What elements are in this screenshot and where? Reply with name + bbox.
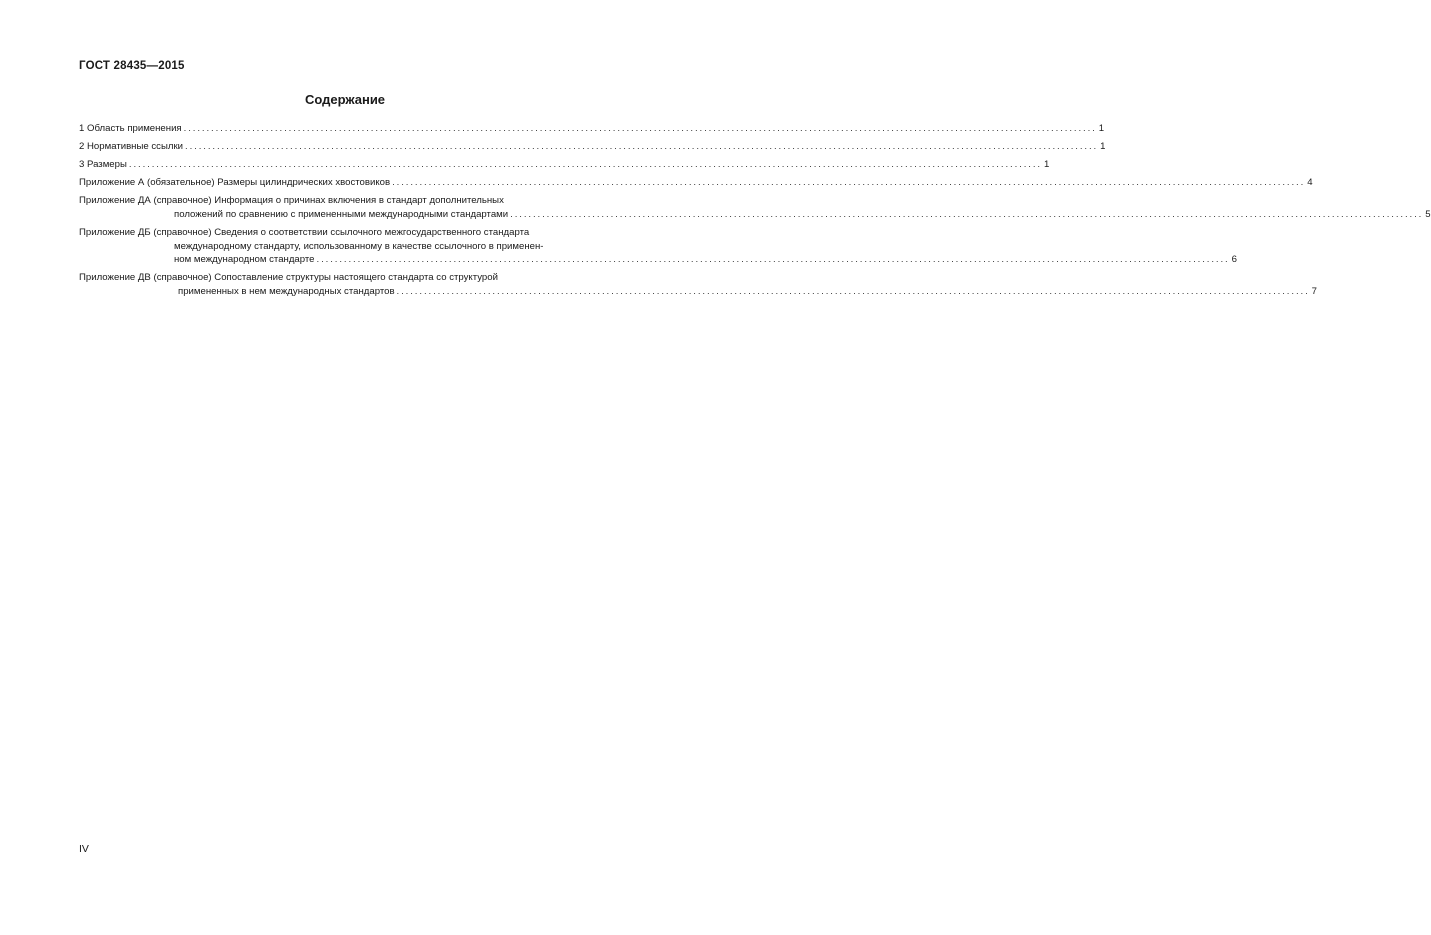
- toc-page-number: 1: [1098, 123, 1105, 134]
- toc-page-number: 7: [1311, 285, 1317, 297]
- toc-leader-dots: ........................................................................................................................................................................................................: [510, 208, 1424, 220]
- toc-leader-dots: ........................................................................................................................................................................................................: [128, 159, 1042, 171]
- toc-leader-dots: ........................................................................................................................................................................................................: [316, 254, 1230, 266]
- toc-page-number: 1: [1100, 141, 1106, 153]
- document-header: ГОСТ 28435—2015: [79, 60, 185, 72]
- toc-entry-normative-references[interactable]: [79, 140, 1106, 154]
- toc-entry-appendix-dv[interactable]: [79, 271, 1317, 298]
- toc-entry-scope[interactable]: [79, 122, 1105, 136]
- toc-title: Содержание: [304, 92, 386, 107]
- table-of-contents: [79, 122, 1431, 303]
- toc-entry-appendix-da[interactable]: [79, 194, 1431, 221]
- toc-entry-appendix-a[interactable]: [79, 176, 1313, 190]
- toc-entry-label: Приложение ДБ (справочное) Сведения о соответствии ссылочного межгосударственного стандарта: [79, 227, 530, 239]
- toc-leader-dots: ........................................................................................................................................................................................................: [396, 285, 1310, 297]
- toc-entry-label-continued: примененных в нем международных стандартов: [178, 285, 395, 297]
- toc-entry-label: 2 Нормативные ссылки: [79, 141, 184, 153]
- toc-entry-label-continued: международному стандарту, использованному в качестве ссылочного в применен-: [174, 240, 544, 252]
- toc-leader-dots: ........................................................................................................................................................................................................: [185, 141, 1099, 153]
- toc-entry-label: Приложение ДА (справочное) Информация о причинах включения в стандарт дополнительных: [79, 195, 504, 207]
- toc-entry-label-continued: ном международном стандарте: [174, 254, 315, 266]
- toc-leader-dots: ........................................................................................................................................................................................................: [183, 123, 1097, 134]
- toc-page-number: 6: [1231, 254, 1237, 266]
- toc-entry-label: 1 Область применения: [79, 123, 182, 134]
- toc-page-number: 1: [1043, 159, 1050, 171]
- toc-page-number: 5: [1425, 208, 1431, 220]
- toc-leader-dots: ........................................................................................................................................................................................................: [392, 177, 1306, 189]
- toc-entry-label: Приложение А (обязательное) Размеры цилиндрических хвостовиков: [79, 177, 391, 189]
- toc-entry-appendix-db[interactable]: [79, 226, 1237, 267]
- toc-page-number: 4: [1307, 177, 1313, 189]
- toc-entry-dimensions[interactable]: [79, 158, 1050, 172]
- toc-entry-label-continued: положений по сравнению с примененными международными стандартами: [174, 208, 509, 220]
- toc-entry-label: Приложение ДВ (справочное) Сопоставление структуры настоящего стандарта со структурой: [79, 272, 498, 284]
- toc-entry-label: 3 Размеры: [79, 159, 127, 171]
- page-number: IV: [79, 843, 89, 855]
